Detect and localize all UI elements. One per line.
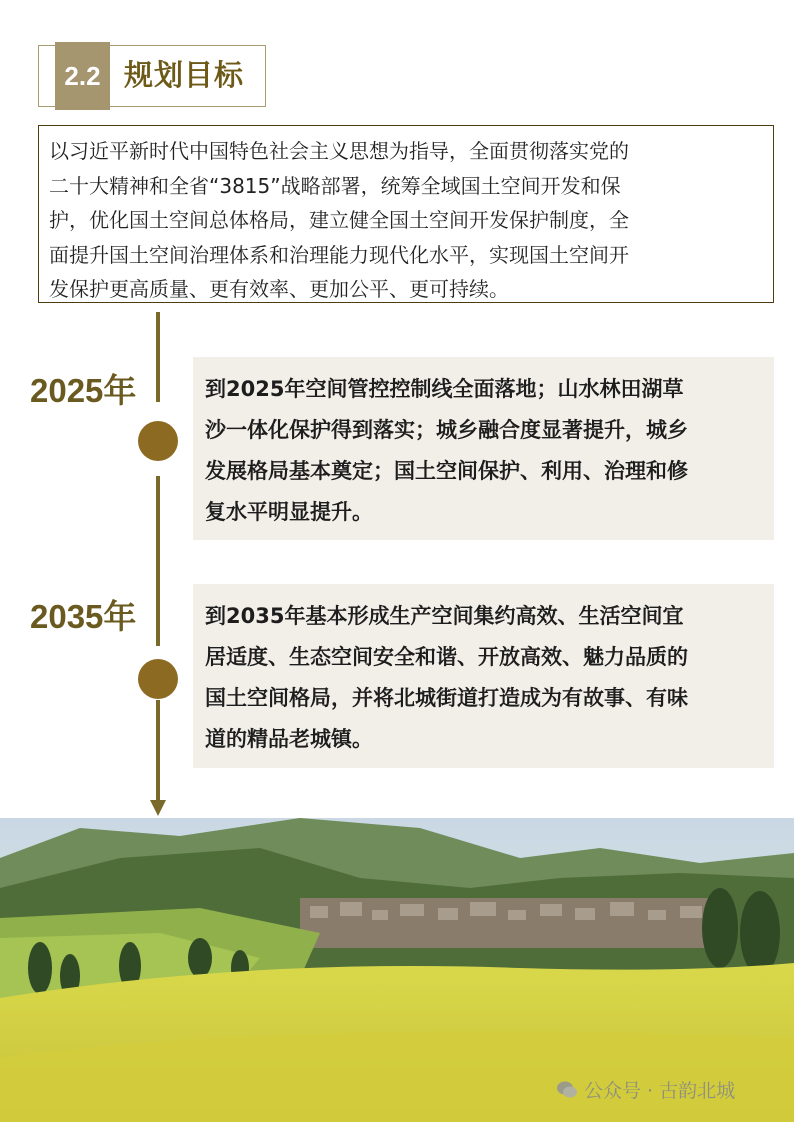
intro-line: 发保护更高质量、更有效率、更加公平、更可持续。 xyxy=(49,277,509,301)
wechat-icon xyxy=(556,1079,578,1101)
intro-line: 以习近平新时代中国特色社会主义思想为指导，全面贯彻落实党的 xyxy=(49,139,629,163)
goal-line: 到2035年基本形成生产空间集约高效、生活空间宜 xyxy=(205,604,684,628)
goal-line: 到2025年空间管控控制线全面落地；山水林田湖草 xyxy=(205,377,684,401)
goal-2035-box xyxy=(193,584,774,768)
goal-line: 复水平明显提升。 xyxy=(205,500,373,524)
timeline-dot xyxy=(138,659,178,699)
goal-line: 道的精品老城镇。 xyxy=(205,727,373,751)
intro-line: 二十大精神和全省“3815”战略部署，统筹全域国土空间开发和保 xyxy=(49,173,621,198)
timeline-line xyxy=(156,700,160,800)
goal-line: 居适度、生态空间安全和谐、开放高效、魅力品质的 xyxy=(205,645,688,669)
goal-line: 国土空间格局，并将北城街道打造成为有故事、有味 xyxy=(205,686,688,710)
timeline-line xyxy=(156,312,160,402)
intro-box xyxy=(38,125,774,303)
watermark xyxy=(556,1076,735,1103)
section-title: 规划目标 xyxy=(124,58,245,92)
watermark-text: 公众号 · 古韵北城 xyxy=(584,1080,736,1102)
goal-2025-box xyxy=(193,357,774,540)
year-2025: 2025年 xyxy=(30,372,137,409)
timeline-line xyxy=(156,476,160,646)
timeline-arrow-icon xyxy=(150,800,166,816)
goal-line: 沙一体化保护得到落实；城乡融合度显著提升，城乡 xyxy=(205,418,688,442)
section-number: 2.2 xyxy=(55,42,110,110)
goal-line: 发展格局基本奠定；国土空间保护、利用、治理和修 xyxy=(205,459,688,483)
year-2035: 2035年 xyxy=(30,598,137,635)
timeline-dot xyxy=(138,421,178,461)
intro-line: 护，优化国土空间总体格局，建立健全国土空间开发保护制度，全 xyxy=(49,208,629,232)
intro-line: 面提升国土空间治理体系和治理能力现代化水平，实现国土空间开 xyxy=(49,242,629,267)
